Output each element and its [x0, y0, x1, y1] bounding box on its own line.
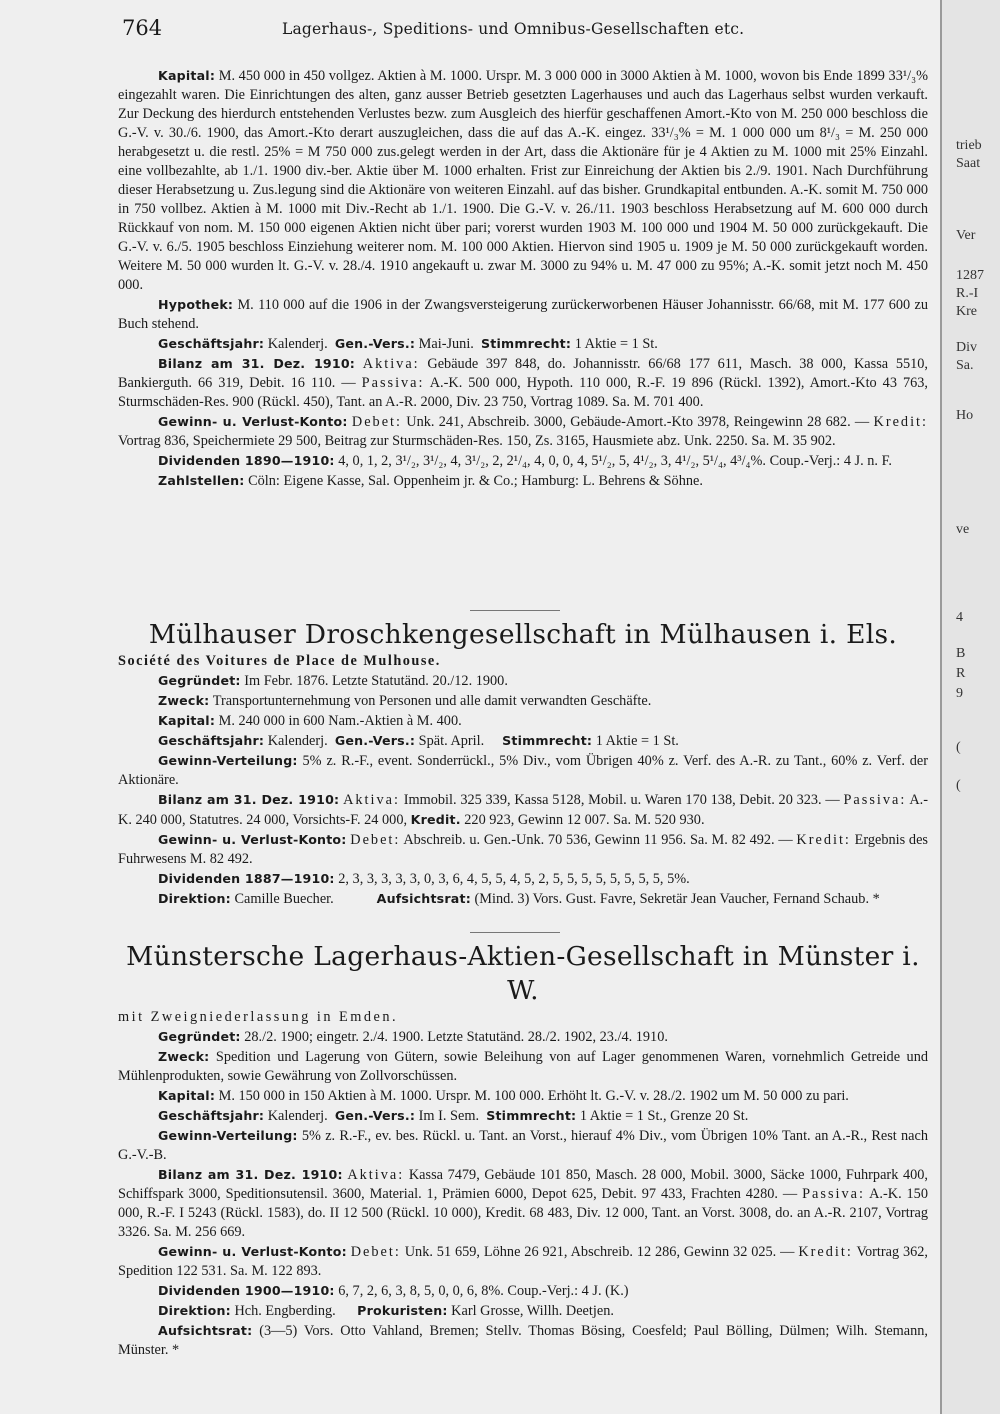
- direktion-paragraph: Direktion: Hch. Engberding. Prokuristen: Karl Grosse, Willh. Deetjen.: [158, 1303, 614, 1319]
- adjacent-fragment: trieb: [956, 138, 982, 153]
- geschaeftsjahr-paragraph: Geschäftsjahr: Kalenderj. Gen.-Vers.: Im I. Sem. Stimmrecht: 1 Aktie = 1 St., Grenze 20 St.: [158, 1108, 749, 1124]
- gewinn-verlust-paragraph: Gewinn- u. Verlust-Konto: Debet: Unk. 241, Abschreib. 3000, Gebäude-Amort.-Kto 3978, Reingewinn 28 682. — Kredit: Vortrag 836, Speichermiete 29 500, Beitrag zur Sturmschäden-Res. 150, Zs. 3165, Hausmiete abz. Unk. 2250. Sa. M. 35 902.: [118, 414, 928, 449]
- dividenden-paragraph: Dividenden 1900—1910: 6, 7, 2, 6, 3, 8, 5, 0, 0, 6, 8%. Coup.-Verj.: 4 J. (K.): [158, 1283, 629, 1299]
- page-header: [122, 14, 920, 42]
- running-title: Lagerhaus-, Speditions- und Omnibus-Gesellschaften etc.: [282, 20, 745, 38]
- gegruendet-paragraph: Gegründet: Im Febr. 1876. Letzte Statutänd. 20./12. 1900.: [158, 673, 508, 689]
- section-divider: [470, 610, 560, 611]
- company-title: Münstersche Lagerhaus-Aktien-Gesellschaft in Münster i. W.: [126, 941, 920, 1006]
- zweck-paragraph: Zweck: Transportunternehmung von Personen und alle damit verwandten Geschäfte.: [158, 693, 652, 709]
- bilanz-paragraph: Bilanz am 31. Dez. 1910: Aktiva: Immobil. 325 339, Kassa 5128, Mobil. u. Waren 170 138, Debit. 20 323. — Passiva: A.-K. 240 000, Statutres. 24 000, Vorsichts-F. 24 000, Kredit. 220 923, Gewinn 12 007. Sa. M. 520 930.: [118, 792, 929, 828]
- gegruendet-paragraph: Gegründet: 28./2. 1900; eingetr. 2./4. 1900. Letzte Statutänd. 28./2. 1902, 23./4. 1910.: [158, 1029, 668, 1045]
- direktion-paragraph: Direktion: Camille Buecher. Aufsichtsrat: (Mind. 3) Vors. Gust. Favre, Sekretär Jean Vaucher, Fernand Schaub. *: [158, 891, 880, 907]
- zahlstellen-paragraph: Zahlstellen: Cöln: Eigene Kasse, Sal. Oppenheim jr. & Co.; Hamburg: L. Behrens & Söhne.: [158, 473, 703, 489]
- adjacent-fragment: R.-I: [956, 286, 979, 301]
- adjacent-fragment: R: [956, 666, 966, 681]
- dividenden-paragraph: Dividenden 1887—1910: 2, 3, 3, 3, 3, 3, 0, 3, 6, 4, 5, 5, 4, 5, 2, 5, 5, 5, 5, 5, 5, 5, 5, 5%.: [158, 871, 690, 887]
- aufsichtsrat-paragraph: Aufsichtsrat: (3—5) Vors. Otto Vahland, Bremen; Stellv. Thomas Bösing, Coesfeld; Paul Bölling, Dülmen; Wilh. Stemann, Münster. *: [118, 1323, 928, 1358]
- adjacent-fragment: Ver: [956, 228, 976, 243]
- company-title: Mülhauser Droschkengesellschaft in Mülhausen i. Els.: [148, 619, 898, 650]
- adjacent-fragment: Kre: [956, 304, 977, 319]
- adjacent-fragment: Div: [956, 340, 977, 355]
- geschaeftsjahr-paragraph: Geschäftsjahr: Kalenderj. Gen.-Vers.: Mai-Juni. Stimmrecht: 1 Aktie = 1 St.: [158, 336, 658, 352]
- gewinn-verteilung-paragraph: Gewinn-Verteilung: 5% z. R.-F., event. Sonderrückl., 5% Div., vom Übrigen 40% z. Verf. des A.-R. zu Tant., 60% z. Verf. der Aktionäre.: [118, 753, 928, 788]
- kapital-paragraph: Kapital: M. 450 000 in 450 vollgez. Aktien à M. 1000. Urspr. M. 3 000 000 in 3000 Aktien à M. 1000, wovon bis Ende 1899 33¹/₃% eingezahlt waren. Die Einrichtungen des alten, ganz ausser Betrieb gesetzten Lagerhauses und auch das Lagerhaus selbst wurden verkauft. Zur Deckung des hierdurch entstehenden Verlustes bezw. zum Ausgleich des hierfür geschaffenen Amort.-Kto von M. 250 000 beschloss die G.-V. v. 30./6. 1900, das Amort.-Kto derart auszugleichen, dass die auf das A.-K. eingez. 33¹/₃% = M. 1 000 000 um 8¹/₃ = M. 250 000 herabgesetzt u. die restl. 25% = M 750 000 zus.gelegt werden in der Art, dass die Aktionäre für je 4 Aktien zu M. 1000 mit 25% Einzahl. eine vollbezahlte, ab 1./1. 1900 div.-ber. Aktie über M. 1000 erhalten. Frist zur Einreichung der Aktien bis 2./9. 1901. Nach Durchführung dieser Herabsetzung u. Zus.legung sind die Aktionäre von weiteren Einzahl. auf das bisher. Grundkapital entbunden. A.-K. somit M. 750 000 in 750 vollbez. Aktien à M. 1000 mit Div.-Recht ab 1./1. 1900. Die G.-V. v. 26./11. 1903 beschloss Herabsetzung auf M. 600 000 durch Rückkauf von nom. M. 150 000 eigenen Aktien nicht über pari; vorerst wurden 1903 M. 100 000 und 1904 M. 50 000 zurückgekauft. Die G.-V. v. 6./5. 1905 beschloss Einziehung weiterer nom. M. 100 000 Aktien. Hiervon sind 1905 u. 1909 je M. 50 000 zurückgekauft worden. Weitere M. 50 000 wurden lt. G.-V. v. 28./4. 1910 angekauft u. zwar M. 3000 zu 94% u. M. 47 000 zu 95%; A.-K. somit jetzt noch M. 450 000.: [118, 68, 928, 293]
- dividenden-paragraph: Dividenden 1890—1910: 4, 0, 1, 2, 3¹/₂, 3¹/₂, 4, 3¹/₂, 2, 2¹/₄, 4, 0, 0, 4, 5¹/₂, 5, 4¹/₂, 3, 4¹/₂, 5¹/₄, 4³/₄%. Coup.-Verj.: 4 J. n. F.: [158, 453, 892, 469]
- adjacent-fragment: 1287: [956, 268, 984, 283]
- adjacent-fragment: Ho: [956, 408, 974, 423]
- adjacent-fragment: ve: [956, 522, 970, 537]
- entry-muelhauser-droschken: [118, 618, 928, 909]
- kapital-label: Kapital:: [158, 68, 216, 83]
- adjacent-fragment: B: [956, 646, 966, 661]
- adjacent-page-strip: [940, 0, 1000, 1414]
- kapital-paragraph: Kapital: M. 150 000 in 150 Aktien à M. 1000. Urspr. M. 100 000. Erhöht lt. G.-V. v. 28./2. 1902 um M. 50 000 zu pari.: [158, 1088, 849, 1104]
- adjacent-fragment: Saat: [956, 156, 981, 171]
- bilanz-paragraph: Bilanz am 31. Dez. 1910: Aktiva: Kassa 7479, Gebäude 101 850, Masch. 28 000, Mobil. 3000, Säcke 1000, Fuhrpark 400, Schiffspark 3000, Speditionsutensil. 3600, Material. 1, Prämien 6000, Depot 625, Debit. 97 433, Frachten 4280. — Passiva: A.-K. 150 000, R.-F. I 5243 (Rückl. 1583), do. II 12 500 (Rückl. 10 000), Kredit. 68 483, Div. 12 000, Tant. an Vorst. 3008, do. an A.-R. 2107, Vortrag 3326. Sa. M. 256 669.: [118, 1167, 928, 1240]
- entry-muenstersche-lagerhaus: [118, 940, 928, 1360]
- company-subtitle: Société des Voitures de Place de Mulhouse.: [118, 653, 441, 669]
- entry-lagerhaus-continued: [118, 66, 928, 491]
- bilanz-paragraph: Bilanz am 31. Dez. 1910: Aktiva: Gebäude 397 848, do. Johannisstr. 66/68 177 611, Masch. 38 000, Kassa 5510, Bankierguth. 66 319, Debit. 16 110. — Passiva: A.-K. 500 000, Hypoth. 110 000, R.-F. 19 896 (Rückl. 1392), Amort.-Kto 43 763, Sturmschäden-Res. 900 (Rückl. 450), Tant. an A.-R. 2000, Div. 23 750, Vortrag 1089. Sa. M. 701 400.: [118, 356, 928, 410]
- gewinn-verlust-paragraph: Gewinn- u. Verlust-Konto: Debet: Unk. 51 659, Löhne 26 921, Abschreib. 12 286, Gewinn 32 025. — Kredit: Vortrag 362, Spedition 122 531. Sa. M. 122 893.: [118, 1244, 928, 1279]
- gewinn-verlust-paragraph: Gewinn- u. Verlust-Konto: Debet: Abschreib. u. Gen.-Unk. 70 536, Gewinn 11 956. Sa. M. 82 492. — Kredit: Ergebnis des Fuhrwesens M. 82 492.: [118, 832, 928, 867]
- section-divider: [470, 932, 560, 933]
- adjacent-fragment: 4: [956, 610, 963, 625]
- page-number: 764: [122, 16, 163, 40]
- hypothek-paragraph: Hypothek: M. 110 000 auf die 1906 in der Zwangsversteigerung zurückerworbenen Häuser Johannisstr. 66/68, mit M. 177 600 zu Buch stehend.: [118, 297, 928, 332]
- kapital-paragraph: Kapital: M. 240 000 in 600 Nam.-Aktien à M. 400.: [158, 713, 462, 729]
- zweck-paragraph: Zweck: Spedition und Lagerung von Gütern, sowie Beleihung von auf Lager genommenen Waren, vornehmlich Getreide und Mühlenprodukten, sowie Gewährung von Zollvorschüssen.: [118, 1049, 928, 1084]
- adjacent-fragment: (: [956, 778, 961, 793]
- adjacent-fragment: (: [956, 740, 961, 755]
- adjacent-fragment: 9: [956, 686, 963, 701]
- company-subtitle: mit Zweigniederlassung in Emden.: [118, 1009, 399, 1025]
- gewinn-verteilung-paragraph: Gewinn-Verteilung: 5% z. R.-F., ev. bes. Rückl. u. Tant. an Vorst., hierauf 4% Div., vom Übrigen 10% Tant. an A.-R., Rest nach G.-V.-B.: [118, 1128, 929, 1163]
- geschaeftsjahr-paragraph: Geschäftsjahr: Kalenderj. Gen.-Vers.: Spät. April. Stimmrecht: 1 Aktie = 1 St.: [158, 733, 679, 749]
- adjacent-fragment: Sa.: [956, 358, 974, 373]
